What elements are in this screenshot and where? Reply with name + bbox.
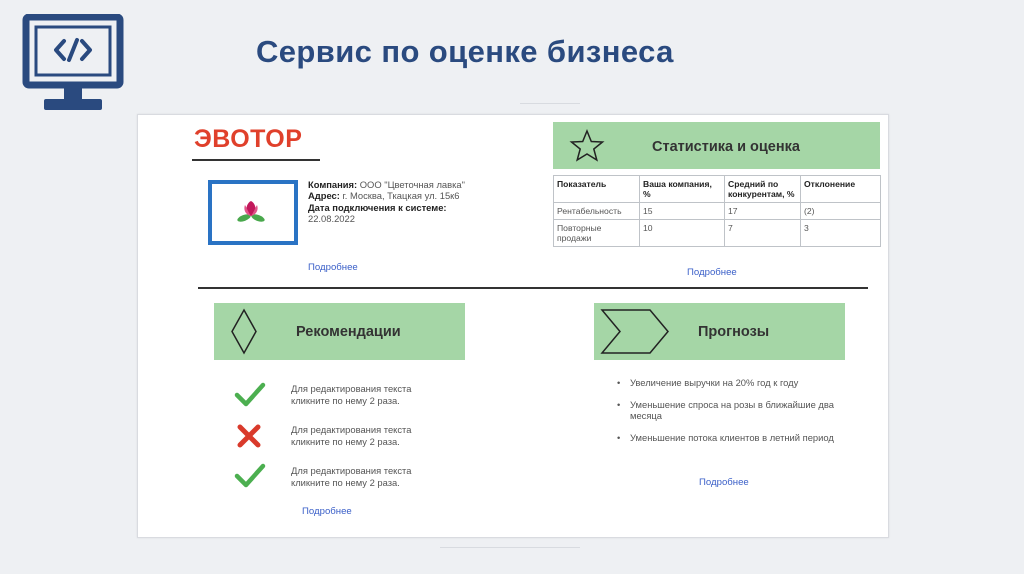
dashboard-card xyxy=(137,114,889,538)
brand-logo-text: ЭВОТОР xyxy=(194,125,303,153)
table-cell: (2) xyxy=(801,203,881,220)
table-cell: 7 xyxy=(725,220,801,247)
stats-title: Статистика и оценка xyxy=(652,139,800,155)
check-icon xyxy=(234,462,266,490)
cross-icon xyxy=(236,423,262,449)
diamond-icon xyxy=(230,308,258,355)
forecasts-list xyxy=(614,377,860,453)
code-monitor-icon xyxy=(22,14,124,114)
brand-underline xyxy=(192,159,320,161)
section-divider xyxy=(198,287,868,289)
table-row xyxy=(554,220,881,247)
company-info xyxy=(308,179,473,225)
table-cell: 10 xyxy=(640,220,725,247)
check-icon xyxy=(234,381,266,409)
recommendations-title: Рекомендации xyxy=(296,324,401,340)
recommendation-text-2: Для редактирования текста кликните по нему 2 раза. xyxy=(291,424,412,447)
table-cell: Повторные продажи xyxy=(554,220,640,247)
company-label: Компания: xyxy=(308,179,358,190)
connected-label: Дата подключения к системе: xyxy=(308,201,447,213)
stats-col-indicator: Показатель xyxy=(554,176,640,203)
company-value: ООО "Цветочная лавка" xyxy=(359,179,465,190)
stats-col-competitors: Средний по конкурентам, % xyxy=(725,176,801,203)
address-value: г. Москва, Ткацкая ул. 15к6 xyxy=(342,190,460,202)
recommendations-banner xyxy=(214,303,465,360)
address-label: Адрес: xyxy=(308,190,340,202)
connected-value: 22.08.2022 xyxy=(308,213,355,225)
stats-col-company: Ваша компания, % xyxy=(640,176,725,203)
recommendations-more-link[interactable]: Подробнее xyxy=(302,506,352,517)
table-cell: Рентабельность xyxy=(554,203,640,220)
table-cell: 15 xyxy=(640,203,725,220)
forecasts-more-link[interactable]: Подробнее xyxy=(699,477,749,488)
decor-line-top xyxy=(520,103,580,104)
list-item: • Уменьшение спроса на розы в ближайшие два месяца xyxy=(614,399,860,422)
company-more-link[interactable]: Подробнее xyxy=(308,262,358,273)
star-icon xyxy=(569,128,605,164)
decor-line-bottom xyxy=(440,547,580,548)
page-title: Сервис по оценке бизнеса xyxy=(256,34,674,69)
list-item: • Увеличение выручки на 20% год к году xyxy=(614,377,860,389)
recommendation-text-1: Для редактирования текста кликните по нему 2 раза. xyxy=(291,383,412,406)
flower-icon xyxy=(236,196,266,226)
list-item: • Уменьшение потока клиентов в летний период xyxy=(614,432,860,444)
stats-banner xyxy=(553,122,880,169)
forecasts-banner xyxy=(594,303,845,360)
stats-table xyxy=(553,175,881,247)
stats-header-row xyxy=(554,176,881,203)
chevron-arrow-icon xyxy=(600,308,670,355)
recommendation-text-3: Для редактирования текста кликните по нему 2 раза. xyxy=(291,465,412,488)
table-row xyxy=(554,203,881,220)
company-photo xyxy=(208,180,298,245)
forecasts-title: Прогнозы xyxy=(698,324,770,340)
stats-more-link[interactable]: Подробнее xyxy=(687,267,737,278)
stats-col-deviation: Отклонение xyxy=(801,176,881,203)
table-cell: 17 xyxy=(725,203,801,220)
table-cell: 3 xyxy=(801,220,881,247)
